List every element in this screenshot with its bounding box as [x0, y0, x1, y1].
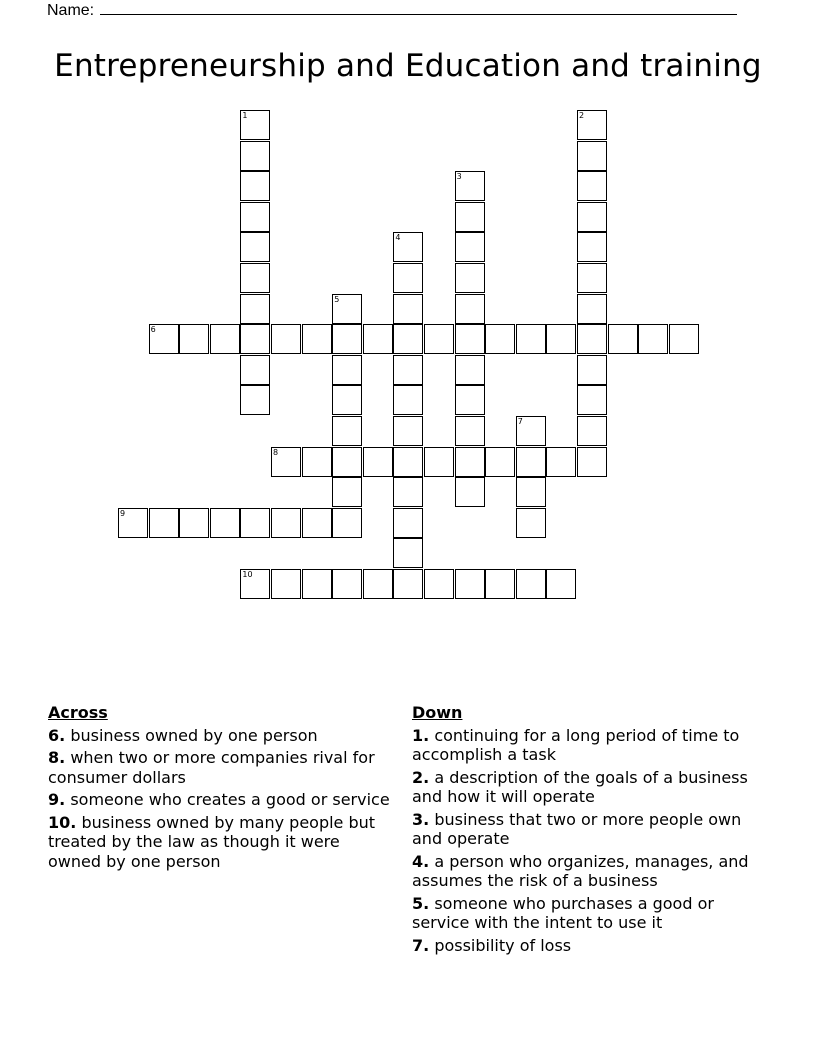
grid-cell[interactable] — [210, 508, 240, 538]
grid-cell[interactable] — [577, 416, 607, 446]
grid-cell[interactable] — [577, 232, 607, 262]
grid-cell[interactable] — [332, 569, 362, 599]
across-clues — [48, 703, 393, 874]
page-title: Entrepreneurship and Education and training — [54, 48, 762, 84]
grid-cell[interactable] — [179, 508, 209, 538]
grid-cell[interactable] — [577, 324, 607, 354]
grid-cell[interactable] — [455, 263, 485, 293]
grid-cell[interactable] — [424, 324, 454, 354]
grid-cell[interactable] — [424, 569, 454, 599]
grid-cell[interactable] — [455, 355, 485, 385]
grid-cell[interactable] — [393, 569, 423, 599]
grid-cell[interactable] — [546, 447, 576, 477]
grid-cell[interactable] — [332, 447, 362, 477]
grid-cell[interactable] — [577, 385, 607, 415]
grid-cell[interactable] — [455, 385, 485, 415]
grid-cell[interactable] — [577, 355, 607, 385]
grid-cell[interactable] — [149, 324, 179, 354]
clue-number: 9 — [120, 508, 126, 518]
grid-cell[interactable] — [393, 416, 423, 446]
grid-cell[interactable] — [393, 447, 423, 477]
grid-cell[interactable] — [485, 447, 515, 477]
grid-cell[interactable] — [240, 569, 270, 599]
grid-cell[interactable] — [240, 202, 270, 232]
grid-cell[interactable] — [240, 355, 270, 385]
grid-cell[interactable] — [455, 477, 485, 507]
grid-cell[interactable] — [240, 324, 270, 354]
grid-cell[interactable] — [577, 110, 607, 140]
grid-cell[interactable] — [546, 569, 576, 599]
grid-cell[interactable] — [577, 141, 607, 171]
grid-cell[interactable] — [393, 385, 423, 415]
clue-number: 4 — [395, 233, 401, 243]
grid-cell[interactable] — [332, 324, 362, 354]
grid-cell[interactable] — [393, 538, 423, 568]
grid-cell[interactable] — [577, 294, 607, 324]
grid-cell[interactable] — [577, 171, 607, 201]
grid-cell[interactable] — [179, 324, 209, 354]
grid-cell[interactable] — [271, 569, 301, 599]
grid-cell[interactable] — [424, 447, 454, 477]
down-clue: 4. a person who organizes, manages, and assumes the risk of a business — [412, 851, 749, 890]
grid-cell[interactable] — [271, 324, 301, 354]
grid-cell[interactable] — [240, 263, 270, 293]
grid-cell[interactable] — [638, 324, 668, 354]
down-heading: Down — [412, 703, 463, 722]
grid-cell[interactable] — [393, 355, 423, 385]
grid-cell[interactable] — [240, 141, 270, 171]
grid-cell[interactable] — [332, 355, 362, 385]
across-clue: 8. when two or more companies rival for consumer dollars — [48, 748, 375, 787]
grid-cell[interactable] — [332, 294, 362, 324]
grid-cell[interactable] — [455, 447, 485, 477]
clue-number: 8 — [273, 447, 279, 457]
grid-cell[interactable] — [393, 477, 423, 507]
grid-cell[interactable] — [240, 385, 270, 415]
grid-cell[interactable] — [363, 324, 393, 354]
grid-cell[interactable] — [577, 202, 607, 232]
grid-cell[interactable] — [271, 508, 301, 538]
grid-cell[interactable] — [455, 569, 485, 599]
clue-number: 3 — [456, 172, 462, 182]
grid-cell[interactable] — [455, 294, 485, 324]
grid-cell[interactable] — [393, 324, 423, 354]
across-clue: 6. business owned by one person — [48, 725, 318, 745]
grid-cell[interactable] — [363, 569, 393, 599]
grid-cell[interactable] — [516, 508, 546, 538]
grid-cell[interactable] — [669, 324, 699, 354]
grid-cell[interactable] — [302, 447, 332, 477]
down-clue: 7. possibility of loss — [412, 935, 572, 955]
grid-cell[interactable] — [332, 385, 362, 415]
grid-cell[interactable] — [118, 508, 148, 538]
grid-cell[interactable] — [240, 232, 270, 262]
clue-number: 10 — [242, 570, 253, 579]
grid-cell[interactable] — [393, 294, 423, 324]
clue-number: 7 — [517, 417, 523, 426]
grid-cell[interactable] — [332, 508, 362, 538]
grid-cell[interactable] — [577, 447, 607, 477]
across-clue: 9. someone who creates a good or service — [48, 790, 390, 809]
grid-cell[interactable] — [332, 416, 362, 446]
grid-cell[interactable] — [455, 324, 485, 354]
grid-cell[interactable] — [302, 508, 332, 538]
down-clues — [412, 703, 757, 958]
clue-number: 2 — [579, 111, 585, 120]
down-clue: 3. business that two or more people own and operate — [412, 809, 742, 848]
grid-cell[interactable] — [271, 447, 301, 477]
grid-cell[interactable] — [240, 171, 270, 201]
grid-cell[interactable] — [577, 263, 607, 293]
grid-cell[interactable] — [455, 416, 485, 446]
grid-cell[interactable] — [455, 232, 485, 262]
grid-cell[interactable] — [455, 171, 485, 201]
across-clue: 10. business owned by many people but treated by the law as though it were owned by one person — [48, 812, 376, 871]
clue-number: 1 — [242, 111, 248, 120]
grid-cell[interactable] — [485, 324, 515, 354]
grid-cell[interactable] — [516, 477, 546, 507]
grid-cell[interactable] — [393, 263, 423, 293]
grid-cell[interactable] — [516, 324, 546, 354]
down-clue: 2. a description of the goals of a business and how it will operate — [412, 767, 748, 806]
down-clue: 1. continuing for a long period of time to accomplish a task — [412, 725, 740, 764]
grid-cell[interactable] — [516, 447, 546, 477]
grid-cell[interactable] — [240, 508, 270, 538]
grid-cell[interactable] — [240, 110, 270, 140]
grid-cell[interactable] — [485, 569, 515, 599]
grid-cell[interactable] — [516, 416, 546, 446]
across-heading: Across — [48, 703, 108, 722]
grid-cell[interactable] — [149, 508, 179, 538]
grid-cell[interactable] — [302, 324, 332, 354]
grid-cell[interactable] — [546, 324, 576, 354]
grid-cell[interactable] — [393, 232, 423, 262]
grid-cell[interactable] — [332, 477, 362, 507]
clue-number: 6 — [150, 325, 156, 335]
grid-cell[interactable] — [210, 324, 240, 354]
down-clue: 5. someone who purchases a good or service with the intent to use it — [412, 893, 714, 932]
grid-cell[interactable] — [455, 202, 485, 232]
grid-cell[interactable] — [302, 569, 332, 599]
grid-cell[interactable] — [363, 447, 393, 477]
clue-number: 5 — [334, 294, 340, 304]
name-label: Name: — [47, 2, 95, 19]
grid-cell[interactable] — [608, 324, 638, 354]
grid-cell[interactable] — [516, 569, 546, 599]
grid-cell[interactable] — [393, 508, 423, 538]
grid-cell[interactable] — [240, 294, 270, 324]
